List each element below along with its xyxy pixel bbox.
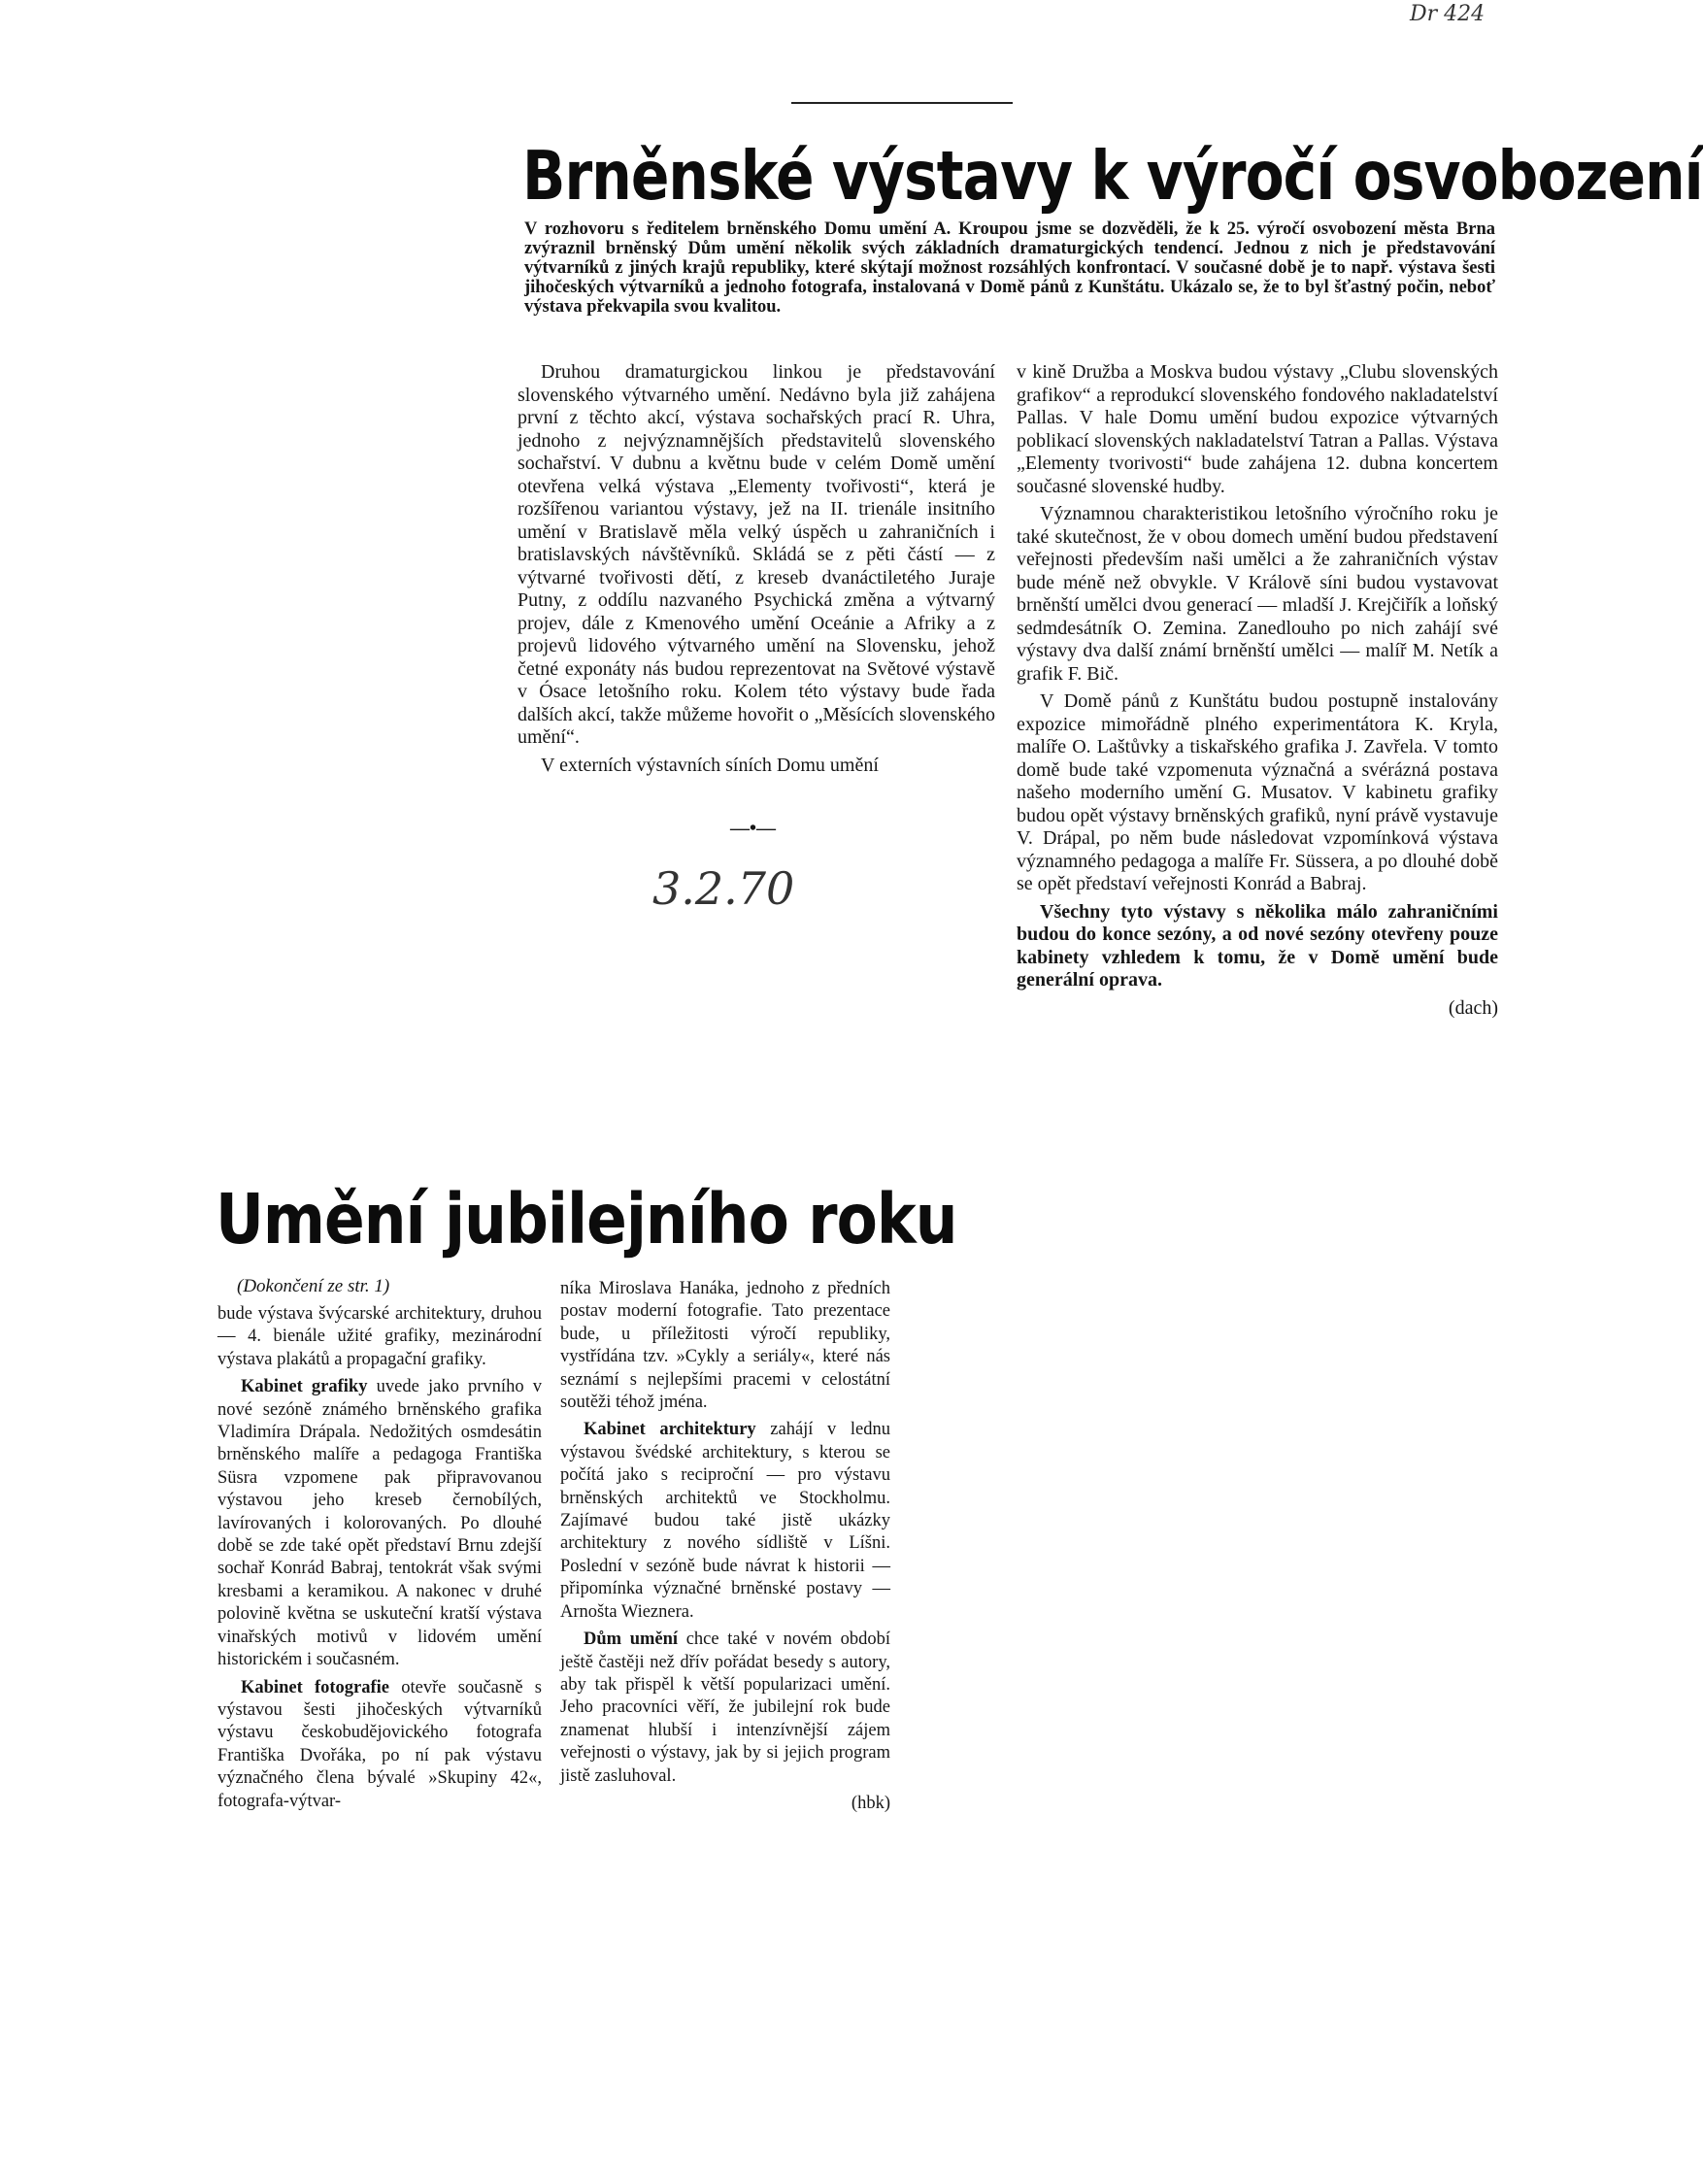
separator: —•— [730, 818, 777, 839]
paragraph: bude výstava švýcarské architektury, druhou — 4. bienále užité grafiky, mezinárodní výstava plakátů a propagační grafiky. [217, 1304, 542, 1369]
article2-headline: Umění jubilejního roku [216, 1180, 957, 1260]
continued-note: (Dokončení ze str. 1) [237, 1276, 390, 1296]
article1-headline: Brněnské výstavy k výročí osvobození [522, 136, 1703, 216]
article1-column-2 [1017, 361, 1498, 1020]
signature: (dach) [1448, 996, 1498, 1019]
paragraph: Dům umění chce také v novém období ještě častěji než dřív pořádat besedy s autory, aby tak přispěl k větší popularizaci umění. Jeho pracovníci věří, že jubilejní rok bude znamenat hlubší i intenzívnější zájem veřejnosti o výstavy, jak by si jejich program jistě zasluhoval. [560, 1630, 891, 1786]
paragraph: níka Miroslava Hanáka, jednoho z předních postav moderní fotografie. Tato prezentace bude, u příležitosti výročí republiky, vystřídána tzv. »Cykly a seriály«, které nás seznámí s nejlepšími pracemi v celostátní soutěži téhož jména. [560, 1279, 890, 1413]
paragraph: Významnou charakteristikou letošního výročního roku je také skutečnost, že v obou domech umění budou představení veřejnosti především naši umělci a že zahraničních výstav bude méně než obvykle. V Královĕ síni budou vystavovat brněnští umělci dvou generací — mladší J. Krejčiřík a loňský sedmdesátník O. Zemina. Zanedlouho po nich zahájí své výstavy dva další známí brněnští umělci — malíř M. Netík a grafik F. Bič. [1017, 503, 1498, 685]
keyword: Dům umění [584, 1630, 679, 1650]
paragraph: Kabinet fotografie otevře současně s výstavou šesti jihočeských výtvarníků výstavu českobudějovického fotografa Františka Dvořáka, po ní pak výstavu význačného člena bývalé »Skupiny 42«, fotografa-výtvar- [217, 1677, 542, 1811]
handwritten-date: 3.2.70 [652, 862, 795, 915]
paragraph: Všechny tyto výstavy s několika málo zahraničními budou do konce sezóny, a od nové sezóny otevřeny pouze kabinety vzhledem k tomu, že v Domě umění bude generální oprava. [1017, 900, 1498, 991]
signature: (hbk) [851, 1793, 890, 1813]
top-rule [791, 102, 1013, 104]
article2-column-2 [560, 1278, 890, 1815]
keyword: Kabinet grafiky [241, 1377, 368, 1397]
paragraph: V Domě pánů z Kunštátu budou postupně instalovány expozice mimořádně plného experimentátora K. Kryla, malíře O. Laštůvky a tiskařského grafika J. Zavřela. V tomto domě bude také vzpomenuta význačná a svérázná postava našeho moderního umění G. Musatov. V kabinetu grafiky budou opět výstavy brněnských grafiků, nyní právě vystavuje V. Drápal, po něm bude následovat vzpomínková výstava významného pedagoga a malíře Fr. Süssera, a po dlouhé době se opět představí veřejnosti Konrád a Babraj. [1017, 690, 1498, 894]
paragraph: v kině Družba a Moskva budou výstavy „Clubu slovenských grafikov“ a reprodukcí slovenského fondového nakladatelství Pallas. V hale Domu umění budou expozice výtvarných poblikací slovenských nakladatelství Tatran a Pallas. Výstava „Elementy tvorivosti“ bude zahájena 12. dubna koncertem současné slovenské hudby. [1017, 361, 1498, 497]
paragraph: Kabinet grafiky uvede jako prvního v nové sezóně známého brněnského grafika Vladimíra Drápala. Nedožitých osmdesátin brněnského malíře a pedagoga Františka Süsra vzpomene pak připravovanou výstavou jeho kreseb černobílých, lavírovaných i kolorovaných. Po dlouhé době se zde také opět představí Brnu zdejší sochař Konrád Babraj, tentokrát však svými kresbami a keramikou. A nakonec v druhé polovině května se uskuteční kratší výstava vinařských motivů v lidovém umění historickém i současném. [217, 1377, 543, 1670]
article1-lead: V rozhovoru s ředitelem brněnského Domu umění A. Kroupou jsme se dozvěděli, že k 25. výročí osvobození města Brna zvýraznil brněnský Dům umění několik svých základních dramaturgických tendencí. Jednou z nich je představování výtvarníků z jiných krajů republiky, které skýtají možnost rozsáhlých konfrontací. V současné době je to např. výstava šesti jihočeských výtvarníků a jednoho fotografa, instalovaná v Domě pánů z Kunštátu. Ukázalo se, že to byl šťastný počin, neboť výstava překvapila svou kvalitou. [524, 219, 1495, 317]
keyword: Kabinet fotografie [241, 1677, 390, 1697]
keyword: Kabinet architektury [584, 1420, 756, 1440]
paragraph: Druhou dramaturgickou linkou je představování slovenského výtvarného umění. Nedávno byla již zahájena první z těchto akcí, výstava sochařských prací R. Uhra, jednoho z nejvýznamnějších představitelů slovenského sochařství. V dubnu a květnu bude v celém Domě umění otevřena velká výstava „Elementy tvořivosti“, která je rozšířenou variantou výstavy, jež na II. trienále insitního umění v Bratislavě měla velký úspěch u zahraničních i bratislavských návštěvníků. Skládá se z pěti částí — z výtvarné tvořivosti dětí, z kreseb dvanáctiletého Juraje Putny, z oddílu nazvaného Psychická změna a výtvarný projev, dále z Kmenového umění Oceánie a Afriky a z projevů lidového výtvarného umění na Slovensku, jehož četné exponáty nás budou reprezentovat na Světové výstavě v Ósace letošního roku. Kolem této výstavy bude řada dalších akcí, takže můžeme hovořit o „Měsících slovenského umění“. [518, 361, 995, 748]
paragraph: Kabinet architektury zahájí v lednu výstavou švédské architektury, s kterou se počítá jako s reciproční — pro výstavu brněnských architektů ve Stockholmu. Zajímavé budou také jistě ukázky architektury z nového sídliště v Líšni. Poslední v sezóně bude návrat k historii — připomínka význačné brněnské postavy — Arnošta Wieznera. [560, 1420, 890, 1622]
article2-column-1 [217, 1303, 542, 1818]
article1-column-1 [518, 361, 995, 782]
paragraph: V externích výstavních síních Domu umění [541, 754, 879, 776]
archive-mark: Dr 424 [1410, 2, 1486, 26]
